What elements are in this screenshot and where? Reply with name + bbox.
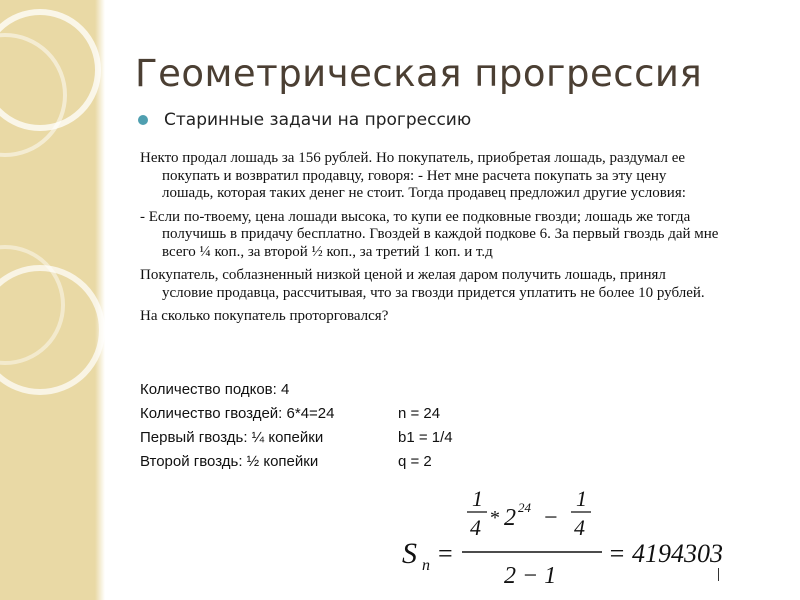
row-second-nail (140, 450, 640, 474)
row-first-nail (140, 426, 640, 450)
row-horseshoes-label: Количество подков: 4 (140, 381, 290, 398)
slide-title: Геометрическая прогрессия (135, 52, 703, 95)
sum-formula (400, 480, 730, 590)
formula-lhs: S (402, 537, 417, 570)
formula-lhs-sub: n (422, 557, 430, 574)
ring-middle-back (0, 247, 63, 363)
left-fraction-bottom: 4 (470, 515, 481, 540)
bullet-dot-icon (138, 115, 148, 125)
formula-exponent: 24 (518, 500, 531, 515)
ring-top (0, 12, 98, 128)
right-fraction-bottom: 4 (574, 515, 585, 540)
decorative-rings (0, 0, 120, 600)
problem-text (140, 150, 720, 332)
question-text: На сколько покупатель проторговался? (140, 308, 389, 324)
ring-top-back (0, 35, 65, 155)
text-cursor-mark (718, 568, 719, 581)
formula-denominator: 2 − 1 (504, 563, 557, 589)
formula-minus: − (544, 505, 558, 531)
row-first-nail-label: Первый гвоздь: ¼ копейки (140, 429, 324, 446)
paragraph-buyer: Покупатель, соблазненный низкой ценой и желая даром получить лошадь, принял условие продавца, рассчитывая, что за гвозди придется уплатить не более 10 рублей. (140, 267, 705, 301)
formula-equals: = (438, 539, 453, 568)
slide-subtitle: Старинные задачи на прогрессию (164, 110, 472, 130)
ring-middle (0, 268, 102, 392)
formula-base: 2 (504, 505, 516, 531)
row-nails (140, 402, 640, 426)
paragraph-condition: - Если по-твоему, цена лошади высока, то купи ее подковные гвозди; лошадь же тогда получишь в придачу бесплатно. Гвоздей в каждой подкове 6. За первый гвоздь дай мне всего ¼ коп., за второй ½ коп., за третий 1 коп. и т.д (140, 208, 719, 260)
paragraph-sale: Некто продал лошадь за 156 рублей. Но покупатель, приобретая лошадь, раздумал ее покупать и возвратил продавцу, говоря: - Нет мне расчета покупать за эту цену лошадь, которая таких денег не стоит. Тогда продавец предложил другие условия: (140, 150, 686, 201)
row-second-nail-value: q = 2 (398, 453, 432, 470)
row-first-nail-value: b1 = 1/4 (398, 429, 453, 446)
subtitle-bullet-line (138, 110, 471, 130)
row-nails-value: n = 24 (398, 405, 441, 422)
solution-rows (140, 378, 640, 474)
row-horseshoes (140, 378, 640, 402)
formula-times: * (490, 507, 500, 529)
row-second-nail-label: Второй гвоздь: ½ копейки (140, 453, 319, 470)
right-fraction-top: 1 (576, 486, 587, 511)
left-fraction-top: 1 (472, 486, 483, 511)
formula-result: = 4194303 (608, 539, 724, 568)
row-nails-label: Количество гвоздей: 6*4=24 (140, 405, 335, 422)
